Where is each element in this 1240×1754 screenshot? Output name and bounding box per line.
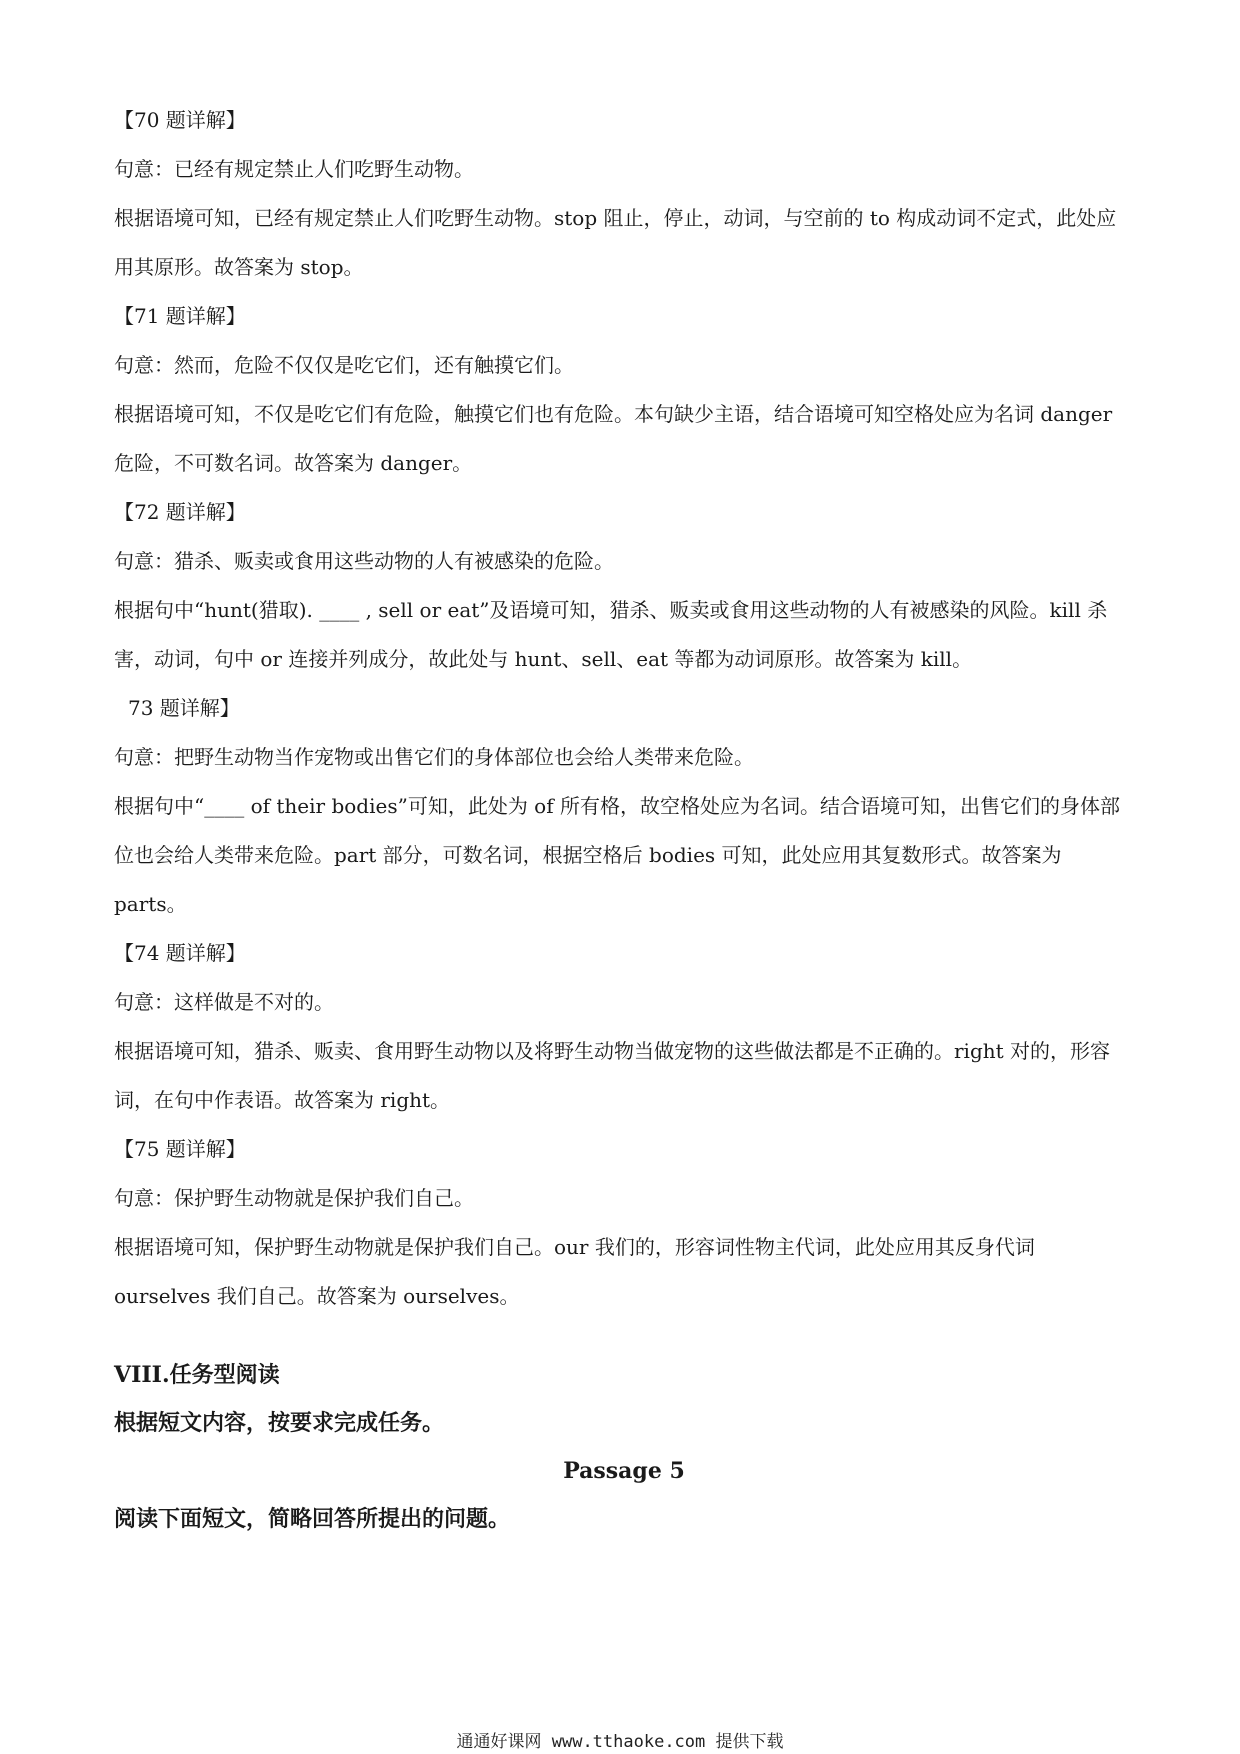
explanation-71 <box>114 292 1134 488</box>
sentence-meaning: 句意：保护野生动物就是保护我们自己。 <box>114 1186 474 1210</box>
explanation-70 <box>114 96 1134 292</box>
section-instruction: 根据短文内容，按要求完成任务。 <box>114 1410 445 1436</box>
explanation-heading: 73 题详解】 <box>128 696 240 720</box>
page-content <box>114 96 1134 1543</box>
explanation-heading: 【72 题详解】 <box>114 500 246 524</box>
explanation-72 <box>114 488 1134 684</box>
explanation-73 <box>114 684 1134 929</box>
passage-title: Passage 5 <box>563 1458 685 1484</box>
explanation-74 <box>114 929 1134 1125</box>
analysis-text: 根据语境可知，已经有规定禁止人们吃野生动物。stop 阻止，停止，动词，与空前的 to 构成动词不定式，此处应用其原形。故答案为 stop。 <box>114 206 1117 279</box>
page-footer: 通通好课网 www.tthaoke.com 提供下载 <box>456 1732 784 1752</box>
analysis-text: 根据语境可知，不仅是吃它们有危险，触摸它们也有危险。本句缺少主语，结合语境可知空格处应为名词 danger 危险，不可数名词。故答案为 danger。 <box>114 402 1113 475</box>
explanation-75 <box>114 1125 1134 1321</box>
section-title: VIII.任务型阅读 <box>114 1362 280 1388</box>
explanation-heading: 【71 题详解】 <box>114 304 246 328</box>
explanation-heading: 【70 题详解】 <box>114 108 246 132</box>
sentence-meaning: 句意：然而，危险不仅仅是吃它们，还有触摸它们。 <box>114 353 574 377</box>
sentence-meaning: 句意：这样做是不对的。 <box>114 990 334 1014</box>
explanation-heading: 【74 题详解】 <box>114 941 246 965</box>
passage-instruction: 阅读下面短文，简略回答所提出的问题。 <box>114 1506 511 1532</box>
explanation-heading: 【75 题详解】 <box>114 1137 246 1161</box>
sentence-meaning: 句意：把野生动物当作宠物或出售它们的身体部位也会给人类带来危险。 <box>114 745 754 769</box>
analysis-text: 根据语境可知，保护野生动物就是保护我们自己。our 我们的，形容词性物主代词，此处应用其反身代词 ourselves 我们自己。故答案为 ourselves。 <box>114 1235 1035 1308</box>
sentence-meaning: 句意：猎杀、贩卖或食用这些动物的人有被感染的危险。 <box>114 549 614 573</box>
analysis-text: 根据句中“____ of their bodies”可知，此处为 of 所有格，故空格处应为名词。结合语境可知，出售它们的身体部位也会给人类带来危险。part 部分，可数名词，根据空格后 bodies 可知，此处应用其复数形式。故答案为 parts。 <box>114 794 1120 916</box>
sentence-meaning: 句意：已经有规定禁止人们吃野生动物。 <box>114 157 474 181</box>
analysis-text: 根据语境可知，猎杀、贩卖、食用野生动物以及将野生动物当做宠物的这些做法都是不正确的。right 对的，形容词，在句中作表语。故答案为 right。 <box>114 1039 1111 1112</box>
analysis-text: 根据句中“hunt(猎取). ____ , sell or eat”及语境可知，猎杀、贩卖或食用这些动物的人有被感染的风险。kill 杀害，动词，句中 or 连接并列成分，故此处与 hunt、sell、eat 等都为动词原形。故答案为 kill。 <box>114 598 1108 671</box>
task-reading-section <box>114 1351 1134 1543</box>
